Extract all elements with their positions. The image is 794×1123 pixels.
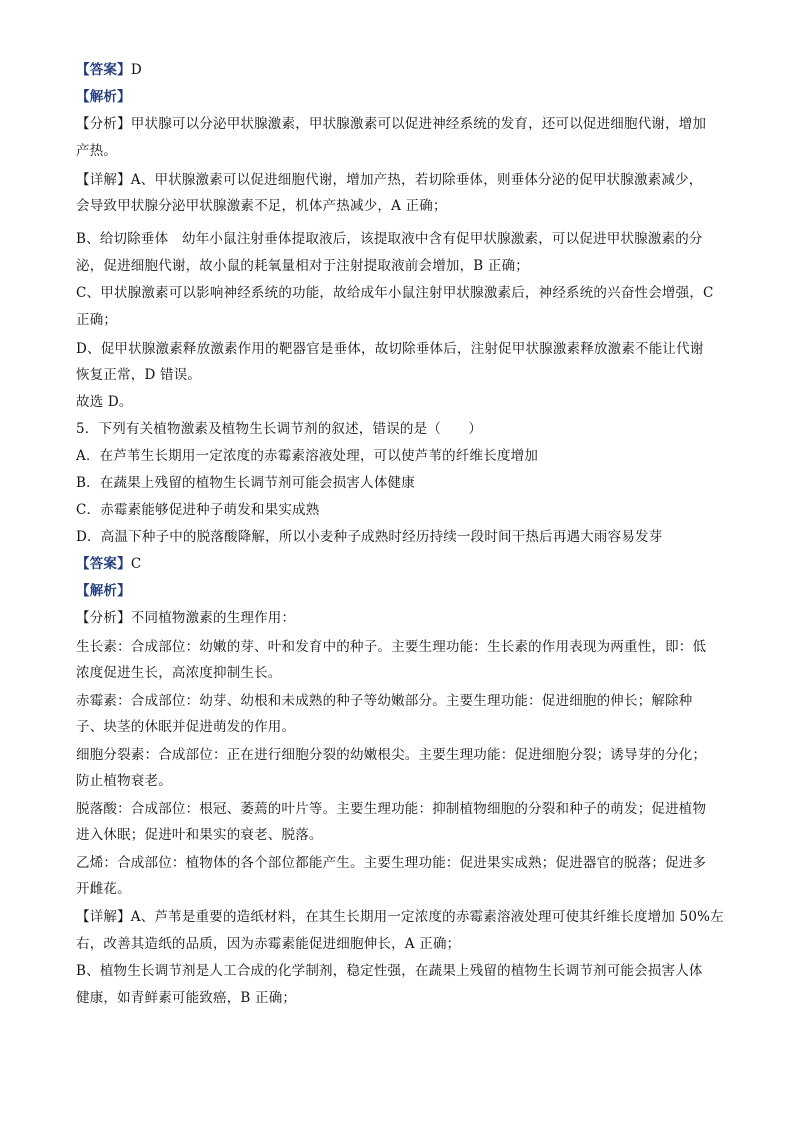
text-line: 生长素：合成部位：幼嫩的芽、叶和发育中的种子。主要生理功能：生长素的作用表现为两重性，即：低 [76,639,707,655]
analysis-heading: 【解析】 [76,583,131,599]
text-line: 产热。 [76,143,118,159]
option-d: D．高温下种子中的脱落酸降解，所以小麦种子成熟时经历持续一段时间干热后再遇大雨容易发芽 [76,529,663,545]
text-line: C、甲状腺激素可以影响神经系统的功能，故给成年小鼠注射甲状腺激素后，神经系统的兴奋性会增强，C [76,285,714,301]
answer-line [76,61,726,79]
text-line: 故选 D。 [76,394,133,410]
text-line: 细胞分裂素：合成部位：正在进行细胞分裂的幼嫩根尖。主要生理功能：促进细胞分裂；诱导芽的分化； [76,747,707,763]
option-a: A．在芦苇生长期用一定浓度的赤霉素溶液处理，可以使芦苇的纤维长度增加 [76,448,539,464]
text-line: 乙烯：合成部位：植物体的各个部位都能产生。主要生理功能：促进果实成熟；促进器官的脱落；促进多 [76,855,707,871]
text-line: 开雌花。 [76,881,131,897]
question-stem: 5．下列有关植物激素及植物生长调节剂的叙述，错误的是（ ） [76,421,483,437]
text-line: D、促甲状腺激素释放激素作用的靶器官是垂体，故切除垂体后，注射促甲状腺激素释放激素不能让代谢 [76,341,704,357]
text-line: 子、块茎的休眠并促进萌发的作用。 [76,719,296,735]
text-line: 进入休眠；促进叶和果实的衰老、脱落。 [76,827,323,843]
text-line: 脱落酸：合成部位：根冠、萎蔫的叶片等。主要生理功能：抑制植物细胞的分裂和种子的萌发；促进植物 [76,801,707,817]
text-line: B、给切除垂体 幼年小鼠注射垂体提取液后，该提取液中含有促甲状腺激素，可以促进甲状腺激素的分 [76,231,703,247]
text-line: 右，改善其造纸的品质，因为赤霉素能促进细胞伸长，A 正确； [76,936,461,952]
text-line: 泌，促进细胞代谢，故小鼠的耗氧量相对于注射提取液前会增加，B 正确； [76,258,530,274]
text-line: 赤霉素：合成部位：幼芽、幼根和未成熟的种子等幼嫩部分。主要生理功能：促进细胞的伸长；解除种 [76,693,693,709]
option-b: B．在蔬果上残留的植物生长调节剂可能会损害人体健康 [76,475,415,491]
answer-value: C [130,556,142,572]
answer-tag: 【答案】 [76,62,131,78]
text-line: 会导致甲状腺分泌甲状腺激素不足，机体产热减少，A 正确； [76,198,447,214]
analysis-heading: 【解析】 [76,89,131,105]
text-line: 【详解】A、芦苇是重要的造纸材料，在其生长期用一定浓度的赤霉素溶液处理可使其纤维长度增加 50%左 [76,909,724,925]
answer-tag: 【答案】 [76,556,131,572]
answer-line [76,555,726,573]
text-line: 【分析】甲状腺可以分泌甲状腺激素，甲状腺激素可以促进神经系统的发育，还可以促进细胞代谢，增加 [76,116,707,132]
text-line: B、植物生长调节剂是人工合成的化学制剂，稳定性强，在蔬果上残留的植物生长调节剂可能会损害人体 [76,963,703,979]
text-line: 浓度促进生长，高浓度抑制生长。 [76,665,282,681]
text-line: 防止植物衰老。 [76,773,172,789]
text-line: 【分析】不同植物激素的生理作用： [76,610,296,626]
option-c: C．赤霉素能够促进种子萌发和果实成熟 [76,502,320,518]
text-line: 【详解】A、甲状腺激素可以促进细胞代谢，增加产热，若切除垂体，则垂体分泌的促甲状腺激素减少， [76,172,703,188]
answer-value: D [130,62,142,78]
text-line: 健康，如青鲜素可能致癌，B 正确； [76,990,297,1006]
text-line: 正确； [76,312,118,328]
text-line: 恢复正常，D 错误。 [76,367,202,383]
